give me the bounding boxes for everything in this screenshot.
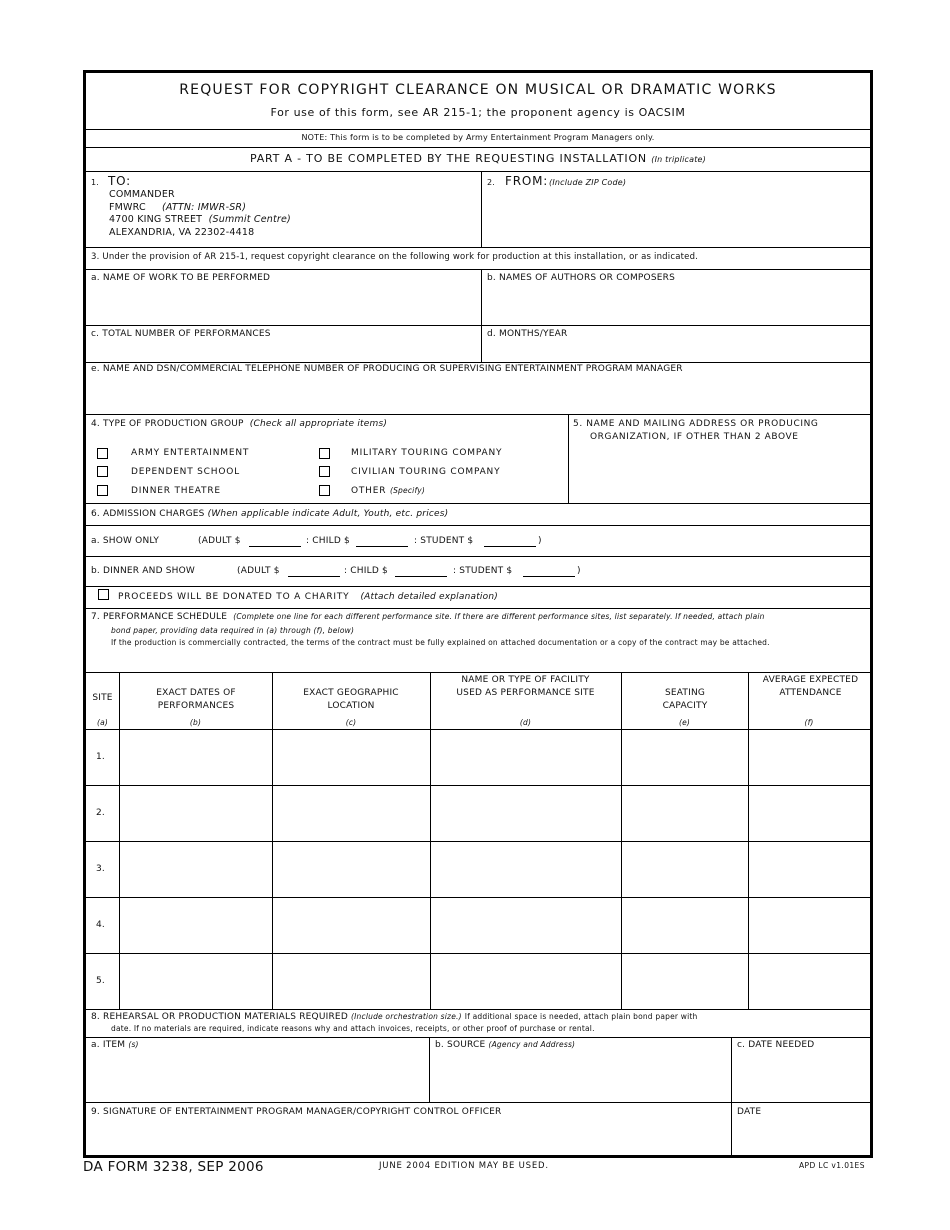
table-row[interactable]: 4. [96, 920, 105, 930]
show-only-charges-row: a. SHOW ONLY (ADULT $ : CHILD $ : STUDENT $ ) [91, 536, 542, 546]
work-name-field[interactable]: a. NAME OF WORK TO BE PERFORMED [91, 273, 271, 283]
to-label: TO: [108, 174, 132, 188]
producing-organization-field[interactable]: 5. NAME AND MAILING ADDRESS OR PRODUCING ORGANIZATION, IF OTHER THAN 2 ABOVE [573, 419, 819, 442]
signature-date-field[interactable]: DATE [737, 1107, 762, 1117]
edition-note: JUNE 2004 EDITION MAY BE USED. [379, 1161, 549, 1171]
version-label: APD LC v1.01ES [799, 1161, 865, 1170]
dinner-theatre-checkbox[interactable] [97, 485, 108, 496]
months-year-field[interactable]: d. MONTHS/YEAR [487, 329, 568, 339]
item3-intro: 3. Under the provision of AR 215-1, request copyright clearance on the following work for production at this installation, or as indicated. [91, 252, 699, 262]
part-a-title: PART A - TO BE COMPLETED BY THE REQUESTING INSTALLATION (In triplicate) [249, 152, 706, 165]
form-subtitle: For use of this form, see AR 215-1; the proponent agency is OACSIM [270, 106, 686, 119]
production-group-section: 4. TYPE OF PRODUCTION GROUP (Check all appropriate items) ARMY ENTERTAINMENT DEPENDENT SCHOOL DINNER THEATRE MILITARY TOURING COMPANY CIVILIAN TOURING COMPANY OTHER (Specify) [91, 419, 503, 496]
show-student-price-input[interactable] [484, 535, 536, 547]
military-touring-checkbox[interactable] [319, 448, 330, 459]
date-needed-field[interactable]: c. DATE NEEDED [737, 1040, 815, 1050]
dinner-student-price-input[interactable] [523, 565, 575, 577]
form-title: REQUEST FOR COPYRIGHT CLEARANCE ON MUSICAL OR DRAMATIC WORKS [179, 82, 777, 98]
form-note: NOTE: This form is to be completed by Army Entertainment Program Managers only. [301, 133, 655, 142]
dinner-adult-price-input[interactable] [288, 565, 340, 577]
show-child-price-input[interactable] [356, 535, 408, 547]
performance-schedule-table: SITE (a) EXACT DATES OF PERFORMANCES (b) EXACT GEOGRAPHIC LOCATION (c) NAME OR TYPE OF FACILITY USED AS PERFORMANCE SITE (d) SEATING CAPACITY (e) AVERAGE EXPECTED ATTENDANCE (f) 1. 2. 3. 4. 5. [86, 673, 870, 1009]
col-header-facility: NAME OR TYPE OF FACILITY USED AS PERFORMANCE SITE [456, 675, 595, 698]
dinner-show-charges-row: b. DINNER AND SHOW (ADULT $ : CHILD $ : STUDENT $ ) [91, 566, 581, 576]
item-field[interactable]: a. ITEM (s) [91, 1040, 139, 1050]
dependent-school-checkbox[interactable] [97, 466, 108, 477]
col-header-attendance: AVERAGE EXPECTED ATTENDANCE [762, 675, 859, 698]
table-row[interactable]: 5. [96, 976, 105, 986]
total-performances-field[interactable]: c. TOTAL NUMBER OF PERFORMANCES [91, 329, 271, 339]
to-address-block: 1. TO: COMMANDER FMWRC (ATTN: IMWR-SR) 4700 KING STREET (Summit Centre) ALEXANDRIA, VA 22302-4418 [91, 174, 291, 238]
other-checkbox[interactable] [319, 485, 330, 496]
from-address-field[interactable]: 2. FROM: (Include ZIP Code) [487, 174, 627, 188]
show-adult-price-input[interactable] [249, 535, 301, 547]
authors-field[interactable]: b. NAMES OF AUTHORS OR COMPOSERS [487, 273, 675, 283]
form-number: DA FORM 3238, SEP 2006 [83, 1159, 264, 1175]
source-field[interactable]: b. SOURCE (Agency and Address) [435, 1040, 576, 1050]
col-header-site: SITE [92, 693, 113, 703]
col-header-dates: EXACT DATES OF PERFORMANCES [156, 688, 236, 711]
table-row[interactable]: 2. [96, 808, 105, 818]
copyright-clearance-form: REQUEST FOR COPYRIGHT CLEARANCE ON MUSICAL OR DRAMATIC WORKS For use of this form, see AR 215-1; the proponent agency is OACSIM NOTE: This form is to be completed by Army Entertainment Program Managers only. PART A - TO BE COMPLETED BY THE REQUESTING INSTALLATION (In triplicate) 1. TO: COMMANDER FMWRC (ATTN: IMWR-SR) 4700 KING STREET (Summit Centre) ALEXANDRIA, VA 22302-4418 2. FROM: (Include ZIP Code) 3. Under the provision of AR 215-1, request copyright clearance on the following work for production at this installation, or as indicated. a. NAME OF WORK TO BE PERFORMED b. NAMES OF AUTHORS OR COMPOSERS c. TOTAL NUMBER OF PERFORMANCES d. MONTHS/YEAR e. NAME AND DSN/COMMERCIAL TELEPHONE NUMBER OF PRODUCING OR SUPERVISING ENTERTAINMENT PROGRAM MANAGER 4. TYPE OF PRODUCTION GROUP (Check all appropriate items) ARMY ENTERTAINMENT DEPENDENT SCHOOL DINNER THEATRE MILITARY TOURING COMPANY CIVILIAN TOURING COMPANY OTHER (Specify) 5. NAME AND MAILING ADDRESS OR PRODUCING ORGANIZATION, IF OTHER THAN 2 ABOVE 6. ADMISSION CHARGES (When applicable indicate Adult, Youth, etc. prices) a. SHOW ONLY (ADULT $ : CHILD $ : STUDENT $ ) b. DINNER AND SHOW (ADULT $ : CHILD $ : STUDENT $ ) PROCEEDS WILL BE DONATED TO A CHARITY (Attach detailed explanation) 7. PERFORMANCE SCHEDULE (Complete one line for each different performance site. If there are different performance sites, list separately. If needed, attach plain bond paper, providing data required in (a) through (f), below) If the production is commercially contracted, the terms of the contract must be fully explained on attached documentation or a copy of the contract may be attached. SITE (a) EXACT DATES OF PERFORMANCES (b) EXACT GEOGRAPHIC LOCATION (c) NAME OR TYPE OF FACILITY USED AS PERFORMANCE SITE (d) SEATING CAPACITY (e) AVERAGE EXPECTED ATTENDANCE (f) 1. 2. 3. 4. 5. 8. REHEARSAL OR PRODUCTION MATERIALS REQUIRED (Include orchestration size.) If additional space is needed, attach plain bond paper with date. If no materials are required, indicate reasons why and attach invoices, receipts, or other proof of purchase or rental. a. ITEM (s) b. SOURCE (Agency and Address) c. DATE NEEDED 9. SIGNATURE OF ENTERTAINMENT PROGRAM MANAGER/COPYRIGHT CONTROL OFFICER DATE [83, 70, 873, 1158]
signature-field[interactable]: 9. SIGNATURE OF ENTERTAINMENT PROGRAM MANAGER/COPYRIGHT CONTROL OFFICER [91, 1107, 502, 1117]
table-row[interactable]: 3. [96, 864, 105, 874]
civilian-touring-checkbox[interactable] [319, 466, 330, 477]
col-header-location: EXACT GEOGRAPHIC LOCATION [303, 688, 399, 711]
dinner-child-price-input[interactable] [395, 565, 447, 577]
army-entertainment-checkbox[interactable] [97, 448, 108, 459]
charity-checkbox[interactable] [98, 589, 109, 600]
table-row[interactable]: 1. [96, 752, 105, 762]
col-header-seating: SEATING CAPACITY [662, 688, 708, 711]
program-manager-field[interactable]: e. NAME AND DSN/COMMERCIAL TELEPHONE NUMBER OF PRODUCING OR SUPERVISING ENTERTAINMENT PROGRAM MANAGER [91, 364, 683, 374]
